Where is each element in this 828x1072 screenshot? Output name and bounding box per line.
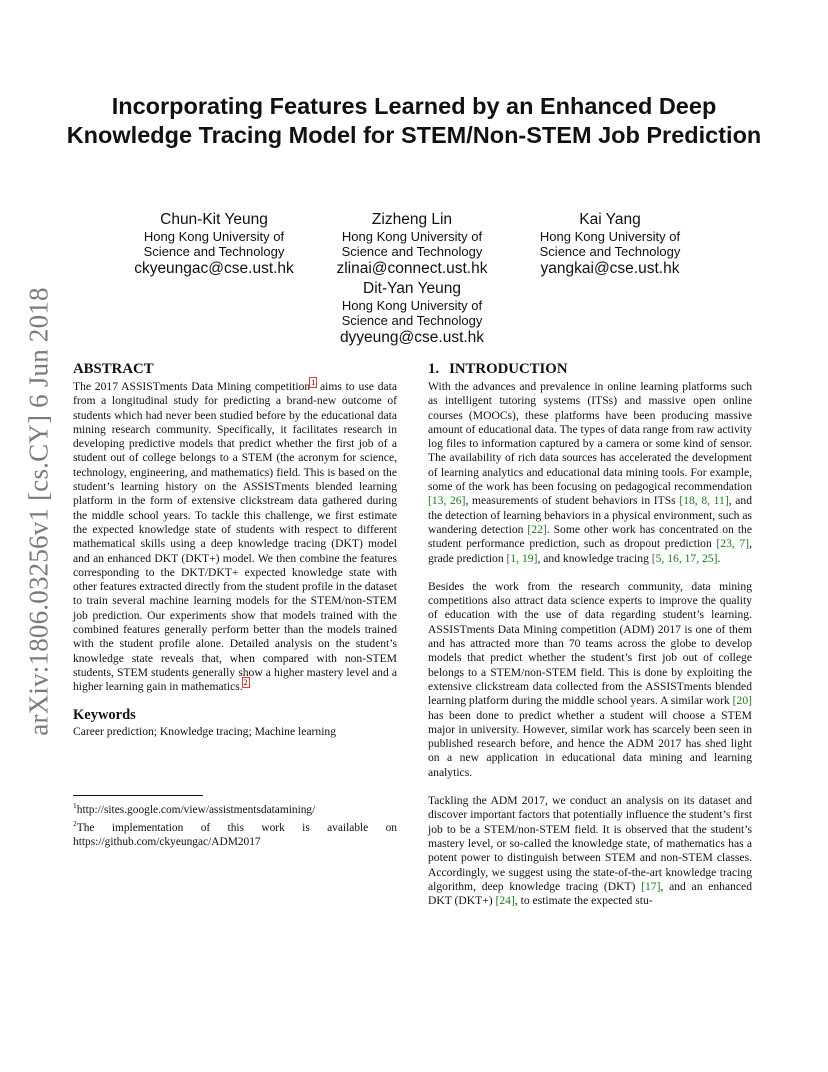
footnote-2-text[interactable]: The implementation of this work is available on https://github.com/ckyeungac/ADM2017 bbox=[73, 822, 397, 848]
author-block-4 bbox=[302, 279, 522, 347]
citation-link[interactable]: [1, 19] bbox=[506, 551, 538, 565]
footnotes bbox=[73, 795, 397, 849]
author-email: dyyeung@cse.ust.hk bbox=[339, 329, 485, 346]
author-affiliation: Hong Kong University of bbox=[341, 229, 483, 244]
author-name: Dit-Yan Yeung bbox=[363, 280, 461, 297]
abstract-text: aims to use data from a longitudinal study for predicting a brand-new outcome of students which had never been studied before by the educational data mining research community. Specifically, it facilitates research in developing predictive models that predict whether the first job of a student out of college belongs to a STEM (the acronym for science, technology, engineering, and mathematics) field. This is based on the student’s learning history on the ASSISTments blended learning platform in the form of extensive clickstream data gathered during the middle school years. To tackle this challenge, we first estimate the expected knowledge state of students with respect to different mathematical skills using a deep knowledge tracing (DKT) model and an enhanced DKT (DKT+) model. We then combine the features corresponding to the DKT/DKT+ expected knowledge state with other features extracted directly from the student profile in the dataset to train several machine learning models for the STEM/non-STEM job prediction. Our experiments show that models trained with the combined features generally perform better than the models trained with the student profile alone. Detailed analysis on the student’s knowledge state reveals that, when compared with non-STEM students, STEM students generally show a higher mastery level and a higher learning gain in mathematics. bbox=[73, 380, 397, 694]
right-column bbox=[428, 361, 752, 908]
citation-link[interactable]: [5, 16, 17, 25] bbox=[651, 551, 718, 565]
author-name: Chun-Kit Yeung bbox=[160, 211, 268, 228]
intro-paragraph-2: Besides the work from the research community, data mining competitions also attract data science experts to improve the quality of education with the use of data regarding student’s learning. ASSISTments Data Mining competition (ADM) 2017 is one of them and has attracted more than 70 teams across the globe to develop models that predict whether the student’s first job out of college belongs to a STEM/non-STEM field. This is done by exploiting the extensive clickstream data collected from the ASSISTments blended learning platform during the middle school years. A similar work [20] has been done to predict whether a student will choose a STEM major in university. However, similar work has scarcely been seen in published research before, and hence the ADM 2017 has shed light on a new application in educational data mining and learning analytics. bbox=[428, 579, 752, 779]
arxiv-identifier-text: arXiv:1806.03256v1 [cs.CY] 6 Jun 2018 bbox=[23, 286, 54, 736]
footnote-ref-1[interactable]: 1 bbox=[311, 378, 316, 388]
author-block-1 bbox=[104, 210, 324, 278]
author-affiliation: Hong Kong University of bbox=[539, 229, 681, 244]
author-affiliation: Science and Technology bbox=[539, 244, 681, 259]
paper-title: Incorporating Features Learned by an Enhanced Deep Knowledge Tracing Model for STEM/Non-STEM Job Prediction bbox=[66, 93, 762, 148]
author-affiliation: Science and Technology bbox=[341, 313, 483, 328]
abstract-text: The 2017 ASSISTments Data Mining competition bbox=[73, 380, 311, 393]
intro-paragraph-1: With the advances and prevalence in online learning platforms such as intelligent tutoring systems (ITSs) and massive open online courses (MOOCs), these platforms have been producing massive amount of educational data. The types of data range from raw activity log files to information captured by a camera or some kind of sensor. The availability of rich data sources has accelerated the development of learning analytics and educational data mining tools. For example, some of the work has been focusing on pedagogical recommendation [13, 26], measurements of student behaviors in ITSs [18, 8, 11], and the detection of learning behaviors in a physical environment, such as wandering detection [22]. Some other work has concentrated on the student performance prediction, such as dropout prediction [23, 7], grade prediction [1, 19], and knowledge tracing [5, 16, 17, 25]. bbox=[428, 380, 752, 565]
footnote-mark: 2 bbox=[73, 819, 77, 829]
footnote-1-url[interactable]: http://sites.google.com/view/assistmentsdatamining/ bbox=[76, 803, 316, 816]
keywords-heading: Keywords bbox=[73, 706, 136, 723]
author-affiliation: Science and Technology bbox=[341, 244, 483, 259]
author-email: yangkai@cse.ust.hk bbox=[540, 260, 680, 277]
left-column bbox=[73, 361, 397, 739]
author-affiliation: Hong Kong University of bbox=[143, 229, 285, 244]
section-title: INTRODUCTION bbox=[449, 361, 568, 377]
citation-link[interactable]: [22] bbox=[527, 522, 547, 536]
author-name: Zizheng Lin bbox=[371, 211, 453, 228]
abstract-heading: ABSTRACT bbox=[73, 361, 154, 377]
author-affiliation: Science and Technology bbox=[143, 244, 285, 259]
citation-link[interactable]: [23, 7] bbox=[716, 537, 750, 551]
citation-link[interactable]: [24] bbox=[495, 894, 515, 908]
author-name: Kai Yang bbox=[579, 211, 641, 228]
footnote-rule bbox=[73, 795, 203, 796]
author-block-3 bbox=[500, 210, 720, 278]
footnote-mark: 1 bbox=[73, 801, 77, 810]
keywords-text: Career prediction; Knowledge tracing; Machine learning bbox=[73, 724, 337, 738]
footnote-2 bbox=[73, 817, 397, 849]
citation-link[interactable]: [18, 8, 11] bbox=[679, 494, 729, 508]
footnote-1 bbox=[73, 799, 397, 817]
introduction-heading bbox=[428, 361, 752, 378]
author-email: zlinai@connect.ust.hk bbox=[336, 260, 488, 277]
author-affiliation: Hong Kong University of bbox=[341, 298, 483, 313]
abstract-paragraph bbox=[73, 380, 397, 695]
citation-link[interactable]: [13, 26] bbox=[428, 494, 466, 508]
arxiv-identifier bbox=[16, 286, 62, 736]
footnote-ref-2[interactable]: 2 bbox=[243, 678, 248, 688]
author-block-2 bbox=[302, 210, 522, 278]
section-number: 1. bbox=[428, 361, 440, 377]
citation-link[interactable]: [20] bbox=[732, 694, 752, 708]
citation-link[interactable]: [17] bbox=[641, 879, 661, 893]
intro-paragraph-3: Tackling the ADM 2017, we conduct an analysis on its dataset and discover important factors that potentially influence the student’s first job to be a STEM/non-STEM field. It is observed that the student’s mastery level, or so-called the knowledge state, of mathematics has a potent power to distinguish between STEM and non-STEM classes. Accordingly, we suggest using the state-of-the-art knowledge tracing algorithm, deep knowledge tracing (DKT) [17], and an enhanced DKT (DKT+) [24], to estimate the expected stu- bbox=[428, 794, 752, 908]
author-email: ckyeungac@cse.ust.hk bbox=[134, 260, 294, 277]
